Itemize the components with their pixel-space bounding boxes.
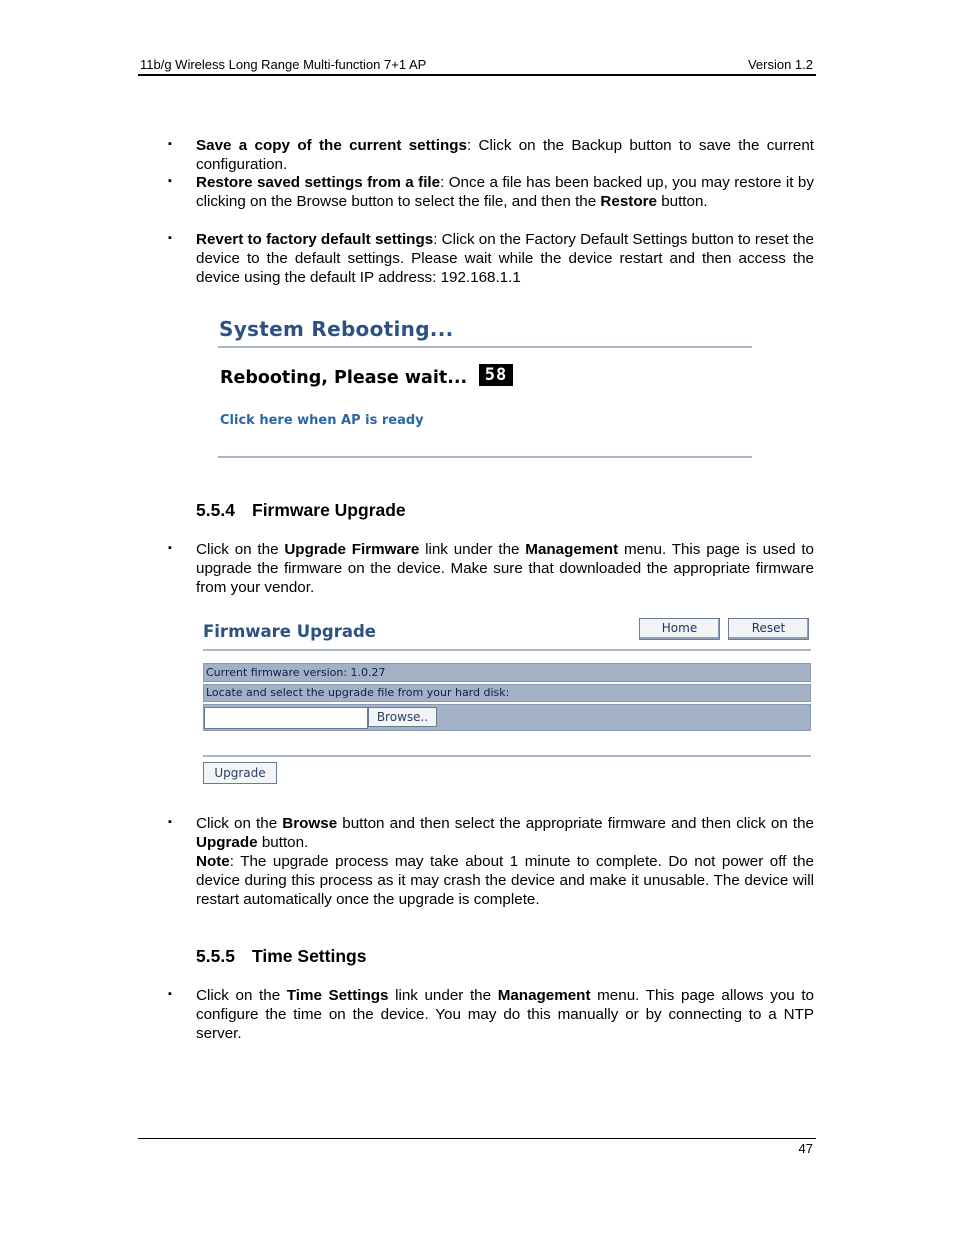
text: button.	[257, 834, 309, 851]
note-text: : The upgrade process may take about 1 minute to complete. Do not power off the device during this process as it may crash the device and make it unusable. The device will restart automatically once the upgrade is complete.	[196, 853, 814, 908]
section-number: 5.5.5	[196, 946, 235, 966]
page-number: 47	[798, 1141, 813, 1156]
reboot-message: Rebooting, Please wait...	[220, 368, 468, 388]
bullet: ▪	[168, 138, 172, 150]
bullet: ▪	[168, 232, 172, 244]
bullet: ▪	[168, 542, 172, 554]
text: Click on the	[196, 541, 285, 558]
item-text: : Click on the Backup button to save the current configuration.	[196, 137, 814, 173]
section-title: Firmware Upgrade	[252, 500, 406, 520]
text-bold: Management	[525, 541, 619, 558]
header-rule	[138, 74, 816, 76]
current-version-row	[203, 663, 811, 682]
note-label: Note	[196, 853, 230, 870]
footer-rule	[138, 1138, 816, 1139]
item-text-end: button.	[656, 193, 708, 210]
locate-file-row	[203, 684, 811, 702]
home-button[interactable]: Home	[639, 618, 720, 640]
firmware-title: Firmware Upgrade	[203, 622, 377, 641]
item-text: : Click on the Factory Default Settings button to reset the device to the default settings. Please wait while the device restart and then access the device using the default IP address: 192.168.1.1	[196, 231, 814, 286]
header-title: 11b/g Wireless Long Range Multi-function 7+1 AP	[140, 57, 427, 72]
text-bold: Browse	[282, 815, 338, 832]
list-item-restore	[196, 173, 814, 211]
text: link under the	[388, 987, 498, 1004]
item-bold: Restore saved settings from a file	[196, 174, 441, 191]
reboot-divider-bottom	[218, 456, 752, 458]
text: menu. This page is used to upgrade the firmware on the device. Make sure that downloaded the appropriate firmware from your vendor.	[196, 541, 814, 596]
text-bold: Upgrade Firmware	[284, 541, 420, 558]
reboot-countdown: 58	[479, 364, 513, 386]
section-number: 5.5.4	[196, 500, 235, 520]
text-bold: Time Settings	[286, 987, 389, 1004]
text: link under the	[419, 541, 526, 558]
section-heading-time-settings	[196, 946, 366, 967]
reboot-title: System Rebooting...	[219, 317, 454, 341]
text-bold: Management	[497, 987, 591, 1004]
reset-button[interactable]: Reset	[728, 618, 809, 640]
reboot-screenshot	[214, 310, 756, 465]
section-title: Time Settings	[252, 946, 367, 966]
header-version: Version 1.2	[747, 57, 813, 72]
reboot-divider-top	[218, 346, 752, 348]
section-heading-firmware-upgrade	[196, 500, 406, 521]
text-bold: Upgrade	[196, 834, 258, 851]
item-bold: Revert to factory default settings	[196, 231, 434, 248]
item-bold: Save a copy of the current settings	[196, 137, 467, 154]
locate-file-text: Locate and select the upgrade file from your hard disk:	[206, 686, 510, 699]
bullet: ▪	[168, 816, 172, 828]
file-path-input[interactable]	[204, 707, 368, 729]
bullet: ▪	[168, 175, 172, 187]
firmware-divider-bottom	[203, 755, 811, 757]
current-version-text: Current firmware version: 1.0.27	[206, 666, 386, 679]
time-settings-paragraph	[196, 986, 814, 1043]
browse-button[interactable]: Browse..	[368, 707, 437, 727]
upgrade-button[interactable]: Upgrade	[203, 762, 277, 784]
bullet: ▪	[168, 988, 172, 1000]
text: Click on the	[196, 815, 283, 832]
text: Click on the	[196, 987, 287, 1004]
text: button and then select the appropriate firmware and then click on the	[337, 815, 814, 832]
firmware-intro-paragraph	[196, 540, 814, 597]
ap-ready-link[interactable]: Click here when AP is ready	[220, 413, 424, 428]
text: menu. This page allows you to configure the time on the device. You may do this manually or by connecting to a NTP server.	[196, 987, 814, 1042]
item-text: : Once a file has been backed up, you may restore it by clicking on the Browse button to select the file, and then the	[196, 174, 814, 210]
item-bold-restore: Restore	[600, 193, 657, 210]
firmware-divider-top	[203, 649, 811, 651]
list-item-save-copy	[196, 136, 814, 174]
browse-instruction-paragraph	[196, 814, 814, 909]
list-item-factory-default	[196, 230, 814, 287]
